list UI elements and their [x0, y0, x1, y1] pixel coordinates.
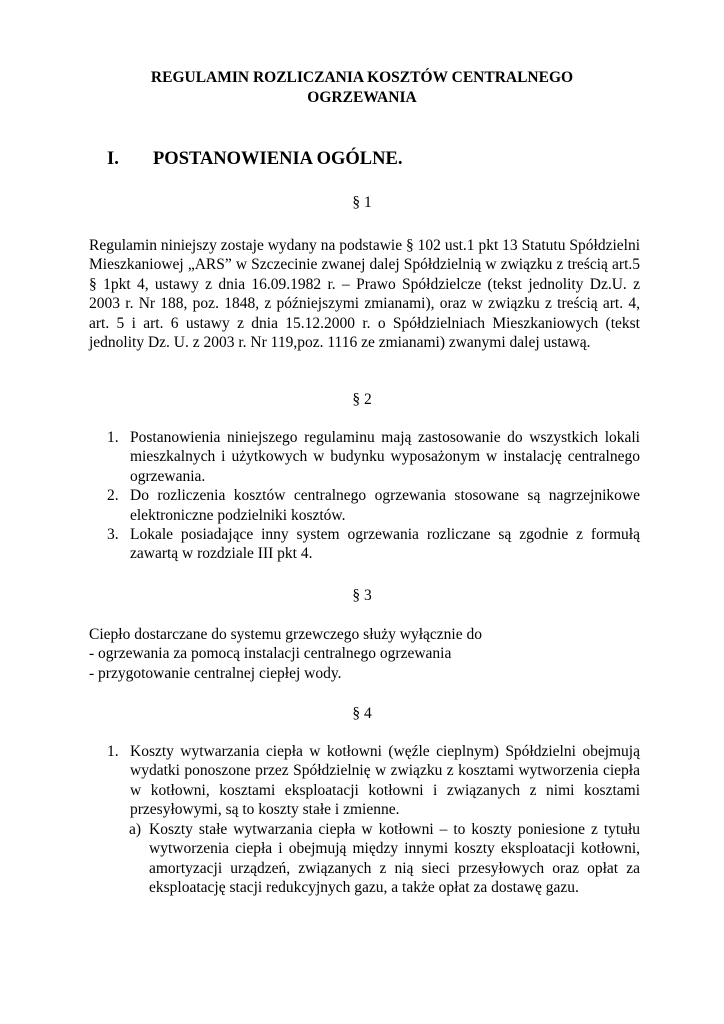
section-1-heading: § 1: [352, 194, 372, 211]
list-item: [107, 525, 640, 564]
list-item: [107, 428, 640, 486]
chapter-heading: [107, 148, 402, 170]
document-title-line-2: OGRZEWANIA: [307, 89, 417, 106]
section-2-heading: § 2: [352, 391, 372, 408]
section-2-list: [107, 428, 640, 564]
section-3-heading: § 3: [352, 587, 372, 604]
list-item-text: Postanowienia niniejszego regulaminu mają zastosowanie do wszystkich lokali mieszkalnych i użytkowych w budynku wyposażonym w instalację centralnego ogrzewania.: [130, 429, 640, 485]
section-4-sublist: [129, 820, 640, 898]
section-3-text: [89, 625, 649, 683]
sublist-item-text: Koszty stałe wytwarzania ciepła w kotłowni – to koszty poniesione z tytułu wytworzenia ciepła i obejmują między innymi koszty eksploatacji kotłowni, amortyzacji urządzeń, związanych z nią sieci przesyłowych oraz opłat za eksploatację stacji redukcyjnych gazu, a także opłat za dostawę gazu.: [149, 821, 640, 897]
list-item: [107, 742, 640, 820]
section-3-line: Ciepło dostarczane do systemu grzewczego służy wyłącznie do: [89, 626, 482, 643]
list-item-text: Lokale posiadające inny system ogrzewania rozliczane są zgodnie z formułą zawartą w rozdziale III pkt 4.: [130, 526, 640, 563]
sublist-item-marker: a): [129, 821, 142, 838]
list-item-marker: 1.: [107, 429, 119, 446]
list-item-text: Koszty wytwarzania ciepła w kotłowni (węźle cieplnym) Spółdzielni obejmują wydatki ponoszone przez Spółdzielnię w związku z kosztami wytworzenia ciepła w kotłowni, kosztami eksploatacji kotłowni i związanych z nimi kosztami przesyłowymi, są to koszty stałe i zmienne.: [130, 743, 640, 819]
chapter-title: POSTANOWIENIA OGÓLNE.: [153, 149, 403, 169]
document-title: [0, 68, 724, 108]
list-item: [107, 486, 640, 525]
section-3-line: - ogrzewania za pomocą instalacji centralnego ogrzewania: [89, 645, 452, 663]
section-3-line: - przygotowanie centralnej ciepłej wody.: [89, 664, 342, 682]
list-item-text: Do rozliczenia kosztów centralnego ogrzewania stosowane są nagrzejnikowe elektroniczne podzielniki kosztów.: [130, 487, 640, 524]
sublist-item: [129, 820, 640, 898]
section-4-heading: § 4: [352, 705, 372, 722]
section-4-list: [107, 742, 640, 820]
chapter-number: I.: [107, 149, 119, 169]
section-1-text: Regulamin niniejszy zostaje wydany na podstawie § 102 ust.1 pkt 13 Statutu Spółdzielni Mieszkaniowej „ARS” w Szczecinie zwanej dalej Spółdzielnią w związku z treścią art.5 § 1pkt 4, ustawy z dnia 16.09.1982 r. – Prawo Spółdzielcze (tekst jednolity Dz.U. z 2003 r. Nr 188, poz. 1848, z późniejszymi zmianami), oraz w związku z treścią art. 4, art. 5 i art. 6 ustawy z dnia 15.12.2000 r. o Spółdzielniach Mieszkaniowych (tekst jednolity Dz. U. z 2003 r. Nr 119,poz. 1116 ze zmianami) zwanymi dalej ustawą.: [89, 237, 640, 352]
document-title-line-1: REGULAMIN ROZLICZANIA KOSZTÓW CENTRALNEGO: [150, 69, 574, 86]
list-item-marker: 1.: [107, 743, 119, 760]
list-item-marker: 3.: [107, 526, 119, 544]
list-item-marker: 2.: [107, 487, 119, 505]
